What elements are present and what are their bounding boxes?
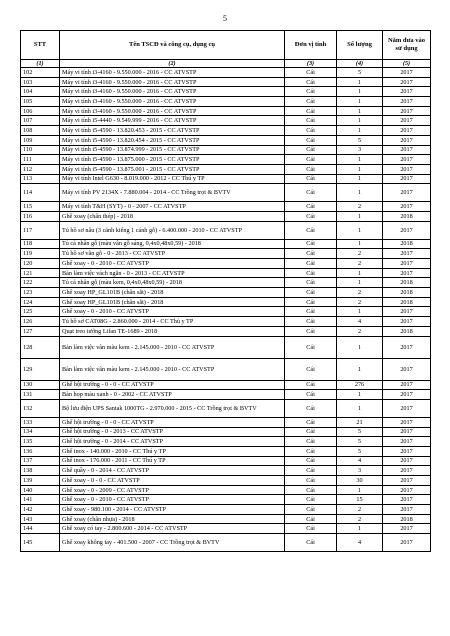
header-asset-name: Tên TSCĐ và công cụ, dụng cụ — [60, 31, 285, 60]
row-unit: Cái — [285, 307, 337, 317]
column-index: (4) — [337, 60, 383, 68]
row-year: 2017 — [383, 505, 431, 515]
row-stt: 137 — [21, 456, 60, 466]
row-quantity: 2 — [337, 514, 383, 524]
table-body — [21, 68, 431, 552]
row-asset-name: Quạt treo tường Lifan TE-1689 - 2018 — [60, 326, 285, 336]
row-quantity: 1 — [337, 155, 383, 165]
row-unit: Cái — [285, 485, 337, 495]
row-stt: 134 — [21, 427, 60, 437]
row-asset-name: Máy vi tính i3-4160 - 9.550.000 - 2016 - CC ATVSTP — [60, 97, 285, 107]
row-quantity: 1 — [337, 268, 383, 278]
row-asset-name: Bàn làm việc vách ngăn - 0 - 2013 - CC ATVSTP — [60, 268, 285, 278]
row-year: 2017 — [383, 466, 431, 476]
row-asset-name: Ghế hội trường - 0 - 2013 - CC ATVSTP — [60, 427, 285, 437]
table-row — [21, 77, 431, 87]
row-stt: 126 — [21, 317, 60, 327]
row-year: 2017 — [383, 184, 431, 202]
row-unit: Cái — [285, 211, 337, 221]
row-quantity: 1 — [337, 358, 383, 380]
table-row — [21, 126, 431, 136]
row-year: 2017 — [383, 116, 431, 126]
row-year: 2018 — [383, 288, 431, 298]
row-quantity: 5 — [337, 427, 383, 437]
row-quantity: 1 — [337, 87, 383, 97]
table-row — [21, 97, 431, 107]
row-quantity: 2 — [337, 326, 383, 336]
table-row — [21, 505, 431, 515]
table-row — [21, 534, 431, 552]
row-asset-name: Ghế xoay (chân nhựa) - 2018 — [60, 514, 285, 524]
row-stt: 108 — [21, 126, 60, 136]
row-year: 2017 — [383, 446, 431, 456]
column-index: (1) — [21, 60, 60, 68]
row-asset-name: Bàn làm việc vân màu kem - 2.145.000 - 2010 - CC ATVSTP — [60, 336, 285, 358]
row-quantity: 1 — [337, 106, 383, 116]
row-quantity: 2 — [337, 505, 383, 515]
row-stt: 123 — [21, 288, 60, 298]
row-quantity: 2 — [337, 259, 383, 269]
row-quantity: 2 — [337, 202, 383, 212]
row-asset-name: Ghế xoay - 980.100 - 2014 - CC ATVSTP — [60, 505, 285, 515]
row-asset-name: Máy vi tính PV 2134X - 7.880.004 - 2014 - CC Trồng trọt & BVTV — [60, 184, 285, 202]
table-row — [21, 135, 431, 145]
row-quantity: 276 — [337, 380, 383, 390]
row-unit: Cái — [285, 174, 337, 184]
table-row — [21, 278, 431, 288]
row-stt: 145 — [21, 534, 60, 552]
row-year: 2017 — [383, 68, 431, 78]
row-quantity: 2 — [337, 297, 383, 307]
row-asset-name: Máy vi tính i5-4590 - 13.820.453 - 2015 - CC ATVSTP — [60, 126, 285, 136]
row-unit: Cái — [285, 202, 337, 212]
row-stt: 103 — [21, 77, 60, 87]
row-asset-name: Máy vi tính i5-4590 - 13.875.001 - 2015 - CC ATVSTP — [60, 164, 285, 174]
row-stt: 135 — [21, 437, 60, 447]
row-quantity: 21 — [337, 417, 383, 427]
table-column-index-row — [21, 60, 431, 68]
row-unit: Cái — [285, 437, 337, 447]
row-year: 2018 — [383, 239, 431, 249]
row-unit: Cái — [285, 106, 337, 116]
row-asset-name: Ghế hội trường - 0 - 2014 - CC ATVSTP — [60, 437, 285, 447]
table-row — [21, 307, 431, 317]
column-index: (2) — [60, 60, 285, 68]
row-year: 2017 — [383, 135, 431, 145]
table-row — [21, 380, 431, 390]
row-stt: 142 — [21, 505, 60, 515]
row-unit: Cái — [285, 417, 337, 427]
row-asset-name: Ghế xoay (chân thép) - 2018 — [60, 211, 285, 221]
row-asset-name: Tủ cá nhân gỗ (màu vân gỗ sáng, 0,4x0,48x0,59) - 2018 — [60, 239, 285, 249]
row-unit: Cái — [285, 145, 337, 155]
row-unit: Cái — [285, 446, 337, 456]
row-year: 2017 — [383, 390, 431, 400]
table-row — [21, 106, 431, 116]
row-quantity: 1 — [337, 336, 383, 358]
row-stt: 139 — [21, 476, 60, 486]
row-asset-name: Máy vi tính i3-4160 - 9.550.000 - 2016 - CC ATVSTP — [60, 68, 285, 78]
table-row — [21, 249, 431, 259]
row-unit: Cái — [285, 524, 337, 534]
row-asset-name: Ghế xoay HP_GL101B (chân sắt) - 2018 — [60, 297, 285, 307]
row-stt: 130 — [21, 380, 60, 390]
row-year: 2017 — [383, 249, 431, 259]
column-index: (3) — [285, 60, 337, 68]
table-row — [21, 174, 431, 184]
row-stt: 113 — [21, 174, 60, 184]
row-asset-name: Tủ cá nhân gỗ (màu kem, 0,4x0,48x0,59) - 2018 — [60, 278, 285, 288]
row-quantity: 1 — [337, 174, 383, 184]
row-quantity: 1 — [337, 164, 383, 174]
table-row — [21, 268, 431, 278]
row-quantity: 2 — [337, 288, 383, 298]
row-quantity: 5 — [337, 135, 383, 145]
row-stt: 104 — [21, 87, 60, 97]
table-row — [21, 184, 431, 202]
row-stt: 102 — [21, 68, 60, 78]
row-quantity: 4 — [337, 456, 383, 466]
row-asset-name: Ghế hội trường - 0 - 0 - CC ATVSTP — [60, 380, 285, 390]
table-row — [21, 485, 431, 495]
row-unit: Cái — [285, 514, 337, 524]
row-stt: 143 — [21, 514, 60, 524]
row-asset-name: Ghế xoay - 0 - 0 - CC ATVSTP — [60, 476, 285, 486]
row-year: 2018 — [383, 211, 431, 221]
row-stt: 141 — [21, 495, 60, 505]
table-row — [21, 495, 431, 505]
page-number: 5 — [223, 14, 227, 23]
row-stt: 109 — [21, 135, 60, 145]
row-asset-name: Tủ hồ sơ CAT08G - 2.860.000 - 2014 - CC Thú y TP — [60, 317, 285, 327]
row-unit: Cái — [285, 126, 337, 136]
row-stt: 133 — [21, 417, 60, 427]
table-row — [21, 466, 431, 476]
row-year: 2017 — [383, 77, 431, 87]
table-row — [21, 259, 431, 269]
row-asset-name: Máy vi tính i5-4590 - 13.874.999 - 2015 - CC ATVSTP — [60, 145, 285, 155]
table-row — [21, 164, 431, 174]
row-asset-name: Máy vi tính i3-4160 - 9.550.000 - 2016 - CC ATVSTP — [60, 106, 285, 116]
row-asset-name: Tủ hồ sơ vân gỗ - 0 - 2013 - CC ATVSTP — [60, 249, 285, 259]
row-asset-name: Máy vi tính i5-4590 - 13.820.454 - 2015 - CC ATVSTP — [60, 135, 285, 145]
row-year: 2017 — [383, 307, 431, 317]
row-asset-name: Bàn làm việc vân màu kem - 2.145.000 - 2010 - CC ATVSTP — [60, 358, 285, 380]
row-unit: Cái — [285, 259, 337, 269]
row-year: 2017 — [383, 106, 431, 116]
header-unit: Đơn vị tính — [285, 31, 337, 60]
row-quantity: 1 — [337, 278, 383, 288]
row-year: 2018 — [383, 514, 431, 524]
table-row — [21, 297, 431, 307]
row-unit: Cái — [285, 466, 337, 476]
row-stt: 121 — [21, 268, 60, 278]
row-quantity: 3 — [337, 466, 383, 476]
table-row — [21, 358, 431, 380]
row-stt: 111 — [21, 155, 60, 165]
row-quantity: 1 — [337, 485, 383, 495]
row-stt: 116 — [21, 211, 60, 221]
row-quantity: 5 — [337, 68, 383, 78]
row-asset-name: Ghế xoay - 0 - 2009 - CC ATVSTP — [60, 485, 285, 495]
row-year: 2018 — [383, 326, 431, 336]
row-quantity: 30 — [337, 476, 383, 486]
table-row — [21, 317, 431, 327]
row-unit: Cái — [285, 326, 337, 336]
row-stt: 124 — [21, 297, 60, 307]
row-year: 2017 — [383, 145, 431, 155]
row-asset-name: Máy vi tính i5-4440 - 9.549.999 - 2016 - CC ATVSTP — [60, 116, 285, 126]
row-year: 2017 — [383, 221, 431, 239]
header-quantity: Số lượng — [337, 31, 383, 60]
row-unit: Cái — [285, 427, 337, 437]
table-row — [21, 390, 431, 400]
row-year: 2017 — [383, 202, 431, 212]
table-row — [21, 446, 431, 456]
row-asset-name: Máy vi tính Intel G630 - 8.019.000 - 2012 - CC Thú y TP — [60, 174, 285, 184]
row-asset-name: Ghế quầy - 0 - 2014 - CC ATVSTP — [60, 466, 285, 476]
column-index: (5) — [383, 60, 431, 68]
row-year: 2017 — [383, 97, 431, 107]
row-quantity: 15 — [337, 495, 383, 505]
row-year: 2017 — [383, 495, 431, 505]
row-year: 2017 — [383, 259, 431, 269]
row-quantity: 1 — [337, 184, 383, 202]
row-asset-name: Ghế hội trường - 0 - 0 - CC ATVSTP — [60, 417, 285, 427]
row-stt: 125 — [21, 307, 60, 317]
row-unit: Cái — [285, 317, 337, 327]
row-stt: 114 — [21, 184, 60, 202]
row-quantity: 1 — [337, 126, 383, 136]
row-unit: Cái — [285, 239, 337, 249]
row-asset-name: Ghế inox - 140.000 - 2010 - CC Thú y TP — [60, 446, 285, 456]
row-unit: Cái — [285, 476, 337, 486]
row-unit: Cái — [285, 288, 337, 298]
row-unit: Cái — [285, 336, 337, 358]
row-unit: Cái — [285, 184, 337, 202]
row-asset-name: Bàn họp màu xanh - 0 - 2002 - CC ATVSTP — [60, 390, 285, 400]
table-row — [21, 427, 431, 437]
asset-table — [20, 30, 431, 552]
row-asset-name: Ghế xoay HP_GL101B (chân sắt) - 2018 — [60, 288, 285, 298]
row-year: 2017 — [383, 336, 431, 358]
row-asset-name: Máy vi tính i5-4590 - 13.875.000 - 2015 - CC ATVSTP — [60, 155, 285, 165]
row-unit: Cái — [285, 278, 337, 288]
table-row — [21, 399, 431, 417]
row-quantity: 1 — [337, 307, 383, 317]
row-year: 2017 — [383, 268, 431, 278]
row-asset-name: Máy vi tính i3-4160 - 9.550.000 - 2016 - CC ATVSTP — [60, 77, 285, 87]
row-stt: 127 — [21, 326, 60, 336]
row-asset-name: Máy vi tính T&H (SYT) - 0 - 2007 - CC ATVSTP — [60, 202, 285, 212]
row-year: 2018 — [383, 278, 431, 288]
row-stt: 117 — [21, 221, 60, 239]
row-quantity: 1 — [337, 97, 383, 107]
row-stt: 115 — [21, 202, 60, 212]
table-row — [21, 476, 431, 486]
header-stt: STT — [21, 31, 60, 60]
row-quantity: 1 — [337, 77, 383, 87]
table-row — [21, 336, 431, 358]
row-quantity: 1 — [337, 390, 383, 400]
row-asset-name: Tủ hồ sơ nâu (3 cánh kiếng 1 cánh gỗ) - 6.400.000 - 2010 - CC ATVSTP — [60, 221, 285, 239]
row-stt: 112 — [21, 164, 60, 174]
row-year: 2017 — [383, 399, 431, 417]
row-quantity: 1 — [337, 524, 383, 534]
row-year: 2017 — [383, 534, 431, 552]
row-stt: 118 — [21, 239, 60, 249]
row-quantity: 4 — [337, 317, 383, 327]
row-year: 2017 — [383, 126, 431, 136]
row-unit: Cái — [285, 68, 337, 78]
row-year: 2017 — [383, 174, 431, 184]
table-row — [21, 326, 431, 336]
row-unit: Cái — [285, 456, 337, 466]
row-quantity: 1 — [337, 399, 383, 417]
row-year: 2017 — [383, 456, 431, 466]
row-year: 2017 — [383, 437, 431, 447]
row-unit: Cái — [285, 155, 337, 165]
table-row — [21, 211, 431, 221]
row-quantity: 3 — [337, 145, 383, 155]
row-unit: Cái — [285, 135, 337, 145]
row-stt: 129 — [21, 358, 60, 380]
row-year: 2017 — [383, 524, 431, 534]
row-year: 2017 — [383, 317, 431, 327]
row-year: 2017 — [383, 164, 431, 174]
row-unit: Cái — [285, 249, 337, 259]
row-year: 2017 — [383, 417, 431, 427]
row-quantity: 2 — [337, 249, 383, 259]
row-year: 2017 — [383, 155, 431, 165]
row-stt: 138 — [21, 466, 60, 476]
table-row — [21, 417, 431, 427]
row-unit: Cái — [285, 87, 337, 97]
table-row — [21, 437, 431, 447]
row-stt: 140 — [21, 485, 60, 495]
table-row — [21, 202, 431, 212]
row-stt: 144 — [21, 524, 60, 534]
table-row — [21, 221, 431, 239]
row-stt: 106 — [21, 106, 60, 116]
row-asset-name: Bộ lưu điện UPS Santak 1000TG - 2.970.000 - 2015 - CC Trồng trọt & BVTV — [60, 399, 285, 417]
row-stt: 120 — [21, 259, 60, 269]
table-header-row — [21, 31, 431, 60]
row-quantity: 1 — [337, 239, 383, 249]
row-asset-name: Ghế xoay có tay - 2.800.600 - 2014 - CC ATVSTP — [60, 524, 285, 534]
row-asset-name: Ghế xoay không tay - 401.500 - 2007 - CC Trồng trọt & BVTV — [60, 534, 285, 552]
row-unit: Cái — [285, 97, 337, 107]
row-quantity: 5 — [337, 437, 383, 447]
row-year: 2017 — [383, 476, 431, 486]
row-unit: Cái — [285, 77, 337, 87]
row-unit: Cái — [285, 221, 337, 239]
row-unit: Cái — [285, 505, 337, 515]
row-asset-name: Máy vi tính i3-4160 - 9.550.000 - 2016 - CC ATVSTP — [60, 87, 285, 97]
row-unit: Cái — [285, 297, 337, 307]
table-row — [21, 155, 431, 165]
row-year: 2017 — [383, 485, 431, 495]
row-stt: 132 — [21, 399, 60, 417]
row-quantity: 1 — [337, 221, 383, 239]
table-row — [21, 456, 431, 466]
row-year: 2017 — [383, 380, 431, 390]
header-year-in-use: Năm đưa vào sử dụng — [383, 31, 431, 60]
row-unit: Cái — [285, 390, 337, 400]
row-unit: Cái — [285, 399, 337, 417]
row-quantity: 1 — [337, 211, 383, 221]
row-unit: Cái — [285, 116, 337, 126]
table-row — [21, 288, 431, 298]
row-stt: 110 — [21, 145, 60, 155]
row-stt: 131 — [21, 390, 60, 400]
row-year: 2017 — [383, 87, 431, 97]
row-unit: Cái — [285, 164, 337, 174]
row-unit: Cái — [285, 358, 337, 380]
row-unit: Cái — [285, 268, 337, 278]
row-stt: 105 — [21, 97, 60, 107]
row-quantity: 1 — [337, 116, 383, 126]
row-year: 2017 — [383, 358, 431, 380]
row-year: 2018 — [383, 297, 431, 307]
row-asset-name: Ghế xoay - 0 - 2010 - CC ATVSTP — [60, 495, 285, 505]
table-row — [21, 145, 431, 155]
table-row — [21, 68, 431, 78]
row-unit: Cái — [285, 534, 337, 552]
row-asset-name: Ghế xoay - 0 - 2010 - CC ATVSTP — [60, 259, 285, 269]
row-stt: 128 — [21, 336, 60, 358]
row-quantity: 5 — [337, 446, 383, 456]
table-row — [21, 239, 431, 249]
row-stt: 119 — [21, 249, 60, 259]
table-row — [21, 524, 431, 534]
row-unit: Cái — [285, 495, 337, 505]
row-unit: Cái — [285, 380, 337, 390]
row-stt: 107 — [21, 116, 60, 126]
row-year: 2017 — [383, 427, 431, 437]
row-stt: 122 — [21, 278, 60, 288]
row-asset-name: Ghế inox - 176.000 - 2011 - CC Thú y TP — [60, 456, 285, 466]
row-asset-name: Ghế xoay - 0 - 2010 - CC ATVSTP — [60, 307, 285, 317]
row-quantity: 4 — [337, 534, 383, 552]
table-row — [21, 514, 431, 524]
table-row — [21, 116, 431, 126]
table-row — [21, 87, 431, 97]
row-stt: 136 — [21, 446, 60, 456]
